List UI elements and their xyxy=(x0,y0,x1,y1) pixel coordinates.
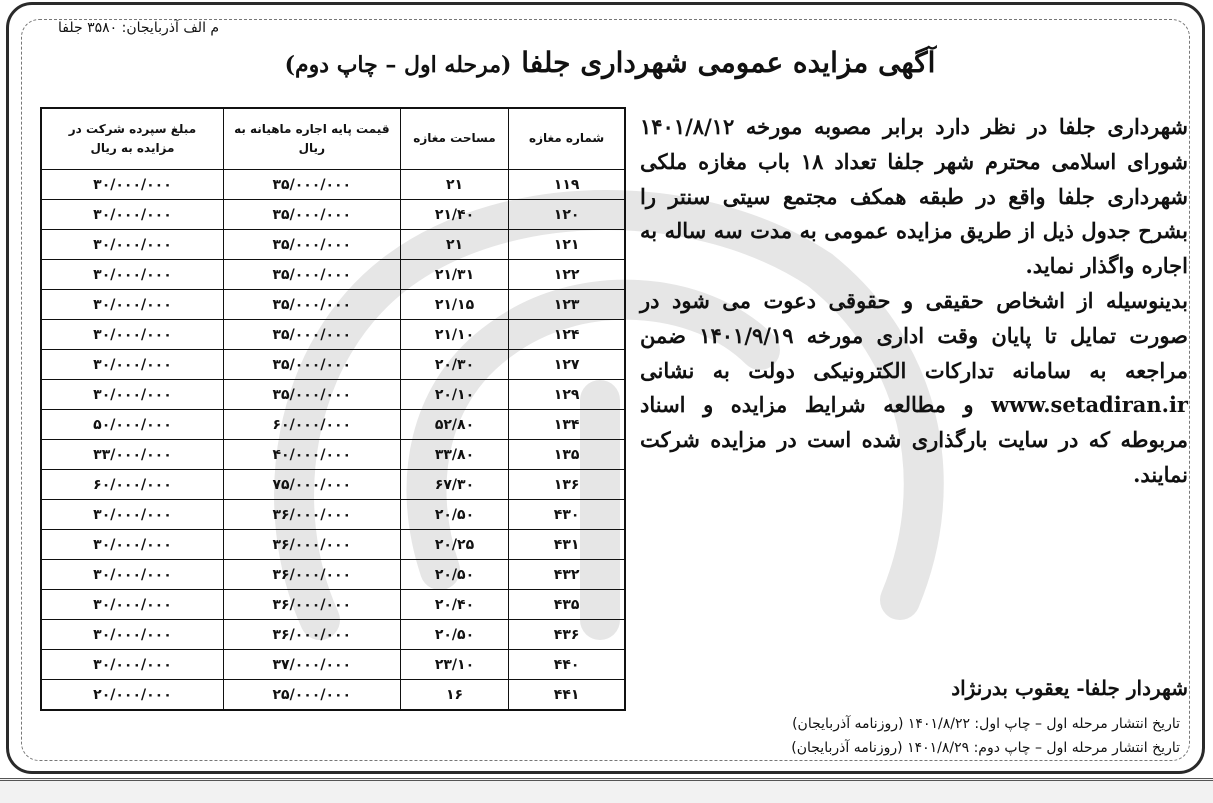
cell-shop-area: ۲۱/۱۵ xyxy=(400,290,509,320)
cell-base-rent: ۳۶/۰۰۰/۰۰۰ xyxy=(223,620,400,650)
shops-table xyxy=(40,107,626,711)
table-row xyxy=(41,650,625,680)
table-row xyxy=(41,440,625,470)
announcement-body xyxy=(640,110,1188,493)
cell-deposit: ۳۰/۰۰۰/۰۰۰ xyxy=(41,560,223,590)
cell-shop-area: ۲۰/۱۰ xyxy=(400,380,509,410)
cell-shop-number: ۴۳۰ xyxy=(509,500,625,530)
publication-date-1: تاریخ انتشار مرحله اول – چاپ اول: ۱۴۰۱/۸/۲۲ (روزنامه آذربایجان) xyxy=(792,716,1180,732)
cell-deposit: ۳۰/۰۰۰/۰۰۰ xyxy=(41,380,223,410)
cell-shop-area: ۳۳/۸۰ xyxy=(400,440,509,470)
cell-deposit: ۵۰/۰۰۰/۰۰۰ xyxy=(41,410,223,440)
cell-shop-area: ۲۰/۳۰ xyxy=(400,350,509,380)
cell-base-rent: ۶۰/۰۰۰/۰۰۰ xyxy=(223,410,400,440)
cell-shop-number: ۴۴۱ xyxy=(509,680,625,711)
col-deposit: مبلغ سپرده شرکت در مزایده به ریال xyxy=(41,108,223,170)
table-row xyxy=(41,200,625,230)
cell-deposit: ۳۰/۰۰۰/۰۰۰ xyxy=(41,500,223,530)
cell-shop-area: ۲۱ xyxy=(400,170,509,200)
cell-shop-area: ۲۳/۱۰ xyxy=(400,650,509,680)
cell-base-rent: ۴۰/۰۰۰/۰۰۰ xyxy=(223,440,400,470)
cell-shop-number: ۱۳۵ xyxy=(509,440,625,470)
cell-shop-area: ۲۱/۱۰ xyxy=(400,320,509,350)
cell-shop-number: ۱۲۱ xyxy=(509,230,625,260)
cell-base-rent: ۳۵/۰۰۰/۰۰۰ xyxy=(223,320,400,350)
table-row xyxy=(41,260,625,290)
table-row xyxy=(41,470,625,500)
cell-shop-area: ۲۰/۵۰ xyxy=(400,560,509,590)
title-main: آگهی مزایده عمومی شهرداری جلفا xyxy=(521,46,936,79)
bottom-strip xyxy=(0,778,1213,803)
title-subtitle: (مرحله اول – چاپ دوم) xyxy=(284,52,512,78)
table-row xyxy=(41,680,625,711)
col-shop-number: شماره مغازه xyxy=(509,108,625,170)
cell-shop-area: ۲۰/۴۰ xyxy=(400,590,509,620)
col-base-rent: قیمت پایه اجاره ماهیانه به ریال xyxy=(223,108,400,170)
cell-base-rent: ۳۷/۰۰۰/۰۰۰ xyxy=(223,650,400,680)
cell-shop-number: ۴۳۵ xyxy=(509,590,625,620)
table-row xyxy=(41,410,625,440)
cell-shop-number: ۴۴۰ xyxy=(509,650,625,680)
cell-deposit: ۳۰/۰۰۰/۰۰۰ xyxy=(41,200,223,230)
cell-shop-area: ۵۲/۸۰ xyxy=(400,410,509,440)
publication-date-2: تاریخ انتشار مرحله اول – چاپ دوم: ۱۴۰۱/۸/۲۹ (روزنامه آذربایجان) xyxy=(791,740,1180,756)
cell-deposit: ۳۰/۰۰۰/۰۰۰ xyxy=(41,530,223,560)
cell-shop-area: ۱۶ xyxy=(400,680,509,711)
cell-shop-number: ۱۳۴ xyxy=(509,410,625,440)
cell-shop-area: ۶۷/۳۰ xyxy=(400,470,509,500)
ad-code: م الف آذربایجان: ۳۵۸۰ جلفا xyxy=(58,20,220,36)
cell-shop-area: ۲۱/۴۰ xyxy=(400,200,509,230)
table-header-row xyxy=(41,108,625,170)
cell-shop-area: ۲۰/۵۰ xyxy=(400,500,509,530)
cell-shop-number: ۴۳۶ xyxy=(509,620,625,650)
cell-deposit: ۳۰/۰۰۰/۰۰۰ xyxy=(41,350,223,380)
cell-base-rent: ۳۵/۰۰۰/۰۰۰ xyxy=(223,260,400,290)
cell-base-rent: ۳۶/۰۰۰/۰۰۰ xyxy=(223,590,400,620)
cell-shop-number: ۴۳۲ xyxy=(509,560,625,590)
paragraph-2: بدینوسیله از اشخاص حقیقی و حقوقی دعوت می شود در صورت تمایل تا پایان وقت اداری مورخه ۱۴۰۱/۹/۱۹ ضمن مراجعه به سامانه تدارکات الکترونیکی دولت به نشانی www.setadiran.ir و مطالعه شرایط مزایده و اسناد مربوطه که در سایت بارگذاری شده است در مزایده شرکت نمایند. xyxy=(640,287,1188,487)
table-row xyxy=(41,290,625,320)
cell-base-rent: ۳۵/۰۰۰/۰۰۰ xyxy=(223,230,400,260)
table-row xyxy=(41,230,625,260)
cell-shop-number: ۱۲۴ xyxy=(509,320,625,350)
cell-shop-number: ۱۲۲ xyxy=(509,260,625,290)
cell-shop-area: ۲۱/۳۱ xyxy=(400,260,509,290)
cell-base-rent: ۳۶/۰۰۰/۰۰۰ xyxy=(223,500,400,530)
table-row xyxy=(41,170,625,200)
cell-base-rent: ۳۵/۰۰۰/۰۰۰ xyxy=(223,350,400,380)
publication-dates xyxy=(640,712,1180,760)
cell-deposit: ۳۳/۰۰۰/۰۰۰ xyxy=(41,440,223,470)
cell-base-rent: ۳۵/۰۰۰/۰۰۰ xyxy=(223,380,400,410)
table-row xyxy=(41,590,625,620)
table-body xyxy=(41,170,625,711)
cell-base-rent: ۳۵/۰۰۰/۰۰۰ xyxy=(223,200,400,230)
cell-base-rent: ۳۶/۰۰۰/۰۰۰ xyxy=(223,530,400,560)
cell-shop-number: ۱۲۹ xyxy=(509,380,625,410)
cell-shop-number: ۱۲۳ xyxy=(509,290,625,320)
table-row xyxy=(41,320,625,350)
table-row xyxy=(41,530,625,560)
cell-shop-area: ۲۱ xyxy=(400,230,509,260)
cell-deposit: ۳۰/۰۰۰/۰۰۰ xyxy=(41,650,223,680)
table-row xyxy=(41,560,625,590)
ad-title xyxy=(260,46,960,79)
cell-deposit: ۲۰/۰۰۰/۰۰۰ xyxy=(41,680,223,711)
cell-deposit: ۳۰/۰۰۰/۰۰۰ xyxy=(41,170,223,200)
cell-base-rent: ۳۵/۰۰۰/۰۰۰ xyxy=(223,290,400,320)
cell-shop-area: ۲۰/۵۰ xyxy=(400,620,509,650)
cell-shop-area: ۲۰/۲۵ xyxy=(400,530,509,560)
mayor-signature: شهردار جلفا- یعقوب بدرنژاد xyxy=(951,676,1188,700)
paragraph-1: شهرداری جلفا در نظر دارد برابر مصوبه مورخه ۱۴۰۱/۸/۱۲ شورای اسلامی محترم شهر جلفا تعداد ۱۸ باب مغازه ملکی شهرداری جلفا واقع در طبقه همکف مجتمع سیتی سنتر را بشرح جدول ذیل از طریق مزایده عمومی به مدت سه ساله به اجاره واگذار نماید. xyxy=(640,114,1189,279)
table-row xyxy=(41,380,625,410)
cell-base-rent: ۳۶/۰۰۰/۰۰۰ xyxy=(223,560,400,590)
cell-deposit: ۶۰/۰۰۰/۰۰۰ xyxy=(41,470,223,500)
cell-shop-number: ۱۲۷ xyxy=(509,350,625,380)
cell-shop-number: ۱۳۶ xyxy=(509,470,625,500)
cell-deposit: ۳۰/۰۰۰/۰۰۰ xyxy=(41,230,223,260)
cell-base-rent: ۲۵/۰۰۰/۰۰۰ xyxy=(223,680,400,711)
cell-shop-number: ۱۲۰ xyxy=(509,200,625,230)
cell-shop-number: ۴۳۱ xyxy=(509,530,625,560)
cell-base-rent: ۳۵/۰۰۰/۰۰۰ xyxy=(223,170,400,200)
cell-deposit: ۳۰/۰۰۰/۰۰۰ xyxy=(41,290,223,320)
cell-deposit: ۳۰/۰۰۰/۰۰۰ xyxy=(41,590,223,620)
cell-deposit: ۳۰/۰۰۰/۰۰۰ xyxy=(41,320,223,350)
table-row xyxy=(41,350,625,380)
cell-deposit: ۳۰/۰۰۰/۰۰۰ xyxy=(41,260,223,290)
table-row xyxy=(41,620,625,650)
col-shop-area: مساحت مغازه xyxy=(400,108,509,170)
cell-shop-number: ۱۱۹ xyxy=(509,170,625,200)
cell-base-rent: ۷۵/۰۰۰/۰۰۰ xyxy=(223,470,400,500)
table-row xyxy=(41,500,625,530)
cell-deposit: ۳۰/۰۰۰/۰۰۰ xyxy=(41,620,223,650)
